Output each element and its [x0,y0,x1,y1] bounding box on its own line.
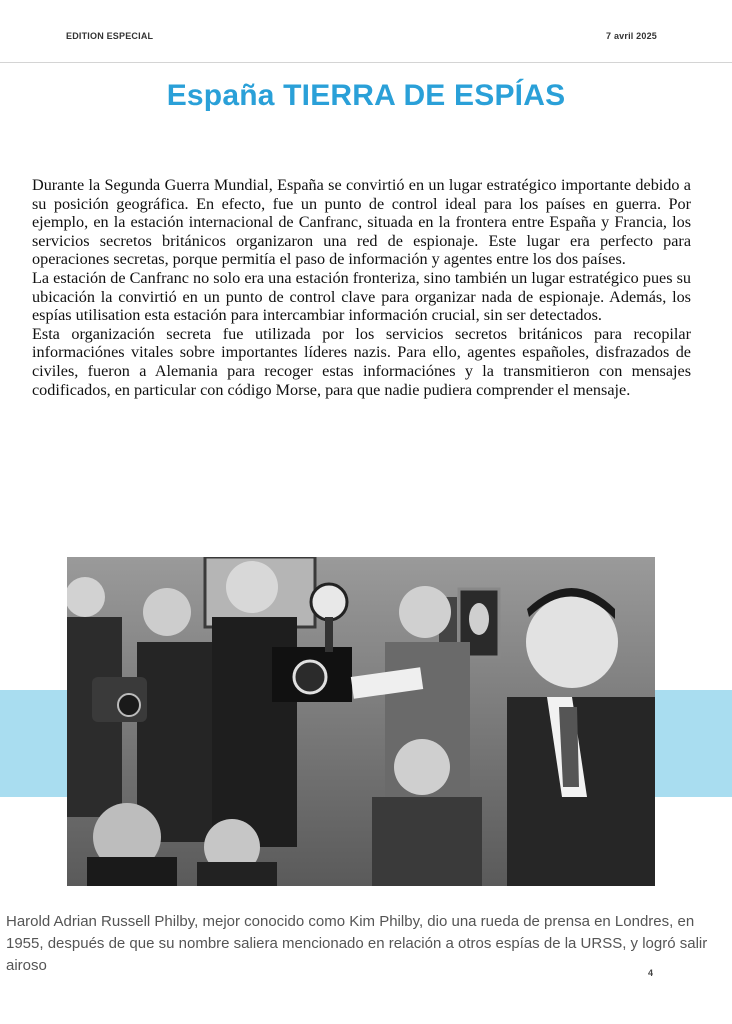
edition-label: EDITION ESPECIAL [66,31,154,41]
article-paragraph-2: La estación de Canfranc no solo era una estación fronteriza, sino también un lugar estratégico pues su ubicación la convirtió en un punto de control clave para organizar nada de espionaje. Además, los espías utilisation esta estación para intercambiar información crucial, sin ser detectados. [32,268,691,325]
photo-illustration [67,557,655,886]
article-title: España TIERRA DE ESPÍAS [166,79,566,112]
press-conference-photo [67,557,655,886]
article-paragraph-1: Durante la Segunda Guerra Mundial, España se convirtió en un lugar estratégico importante debido a su posición geográfica. En efecto, fue un punto de control ideal para los países en guerra. Por ejemplo, en la estación internacional de Canfranc, situada en la frontera entre España y Francia, los servicios secretos británicos organizaron una red de espionaje. Este lugar era perfecto para operaciones secretas, porque permitía el paso de información y agentes entre los dos países. [32,176,691,269]
article-paragraph-3: Esta organización secreta fue utilizada por los servicios secretos británicos para recopilar informaciónes vitales sobre importantes líderes nazis. Para ello, agentes españoles, disfrazados de civiles, fueron a Alemania para recoger estas informaciónes y la transmitieron con mensajes codificados, en particular con código Morse, para que nadie pudiera comprender el mensaje. [32,324,691,399]
issue-date: 7 avril 2025 [606,31,657,41]
page-number: 4 [648,968,654,978]
photo-caption: Harold Adrian Russell Philby, mejor conocido como Kim Philby, dio una rueda de prensa en Londres, en 1955, después de que su nombre saliera mencionado en relación a otros espías de la URSS, y logró salir airoso [6,913,708,974]
article-body [32,176,691,399]
header-divider [0,62,732,63]
